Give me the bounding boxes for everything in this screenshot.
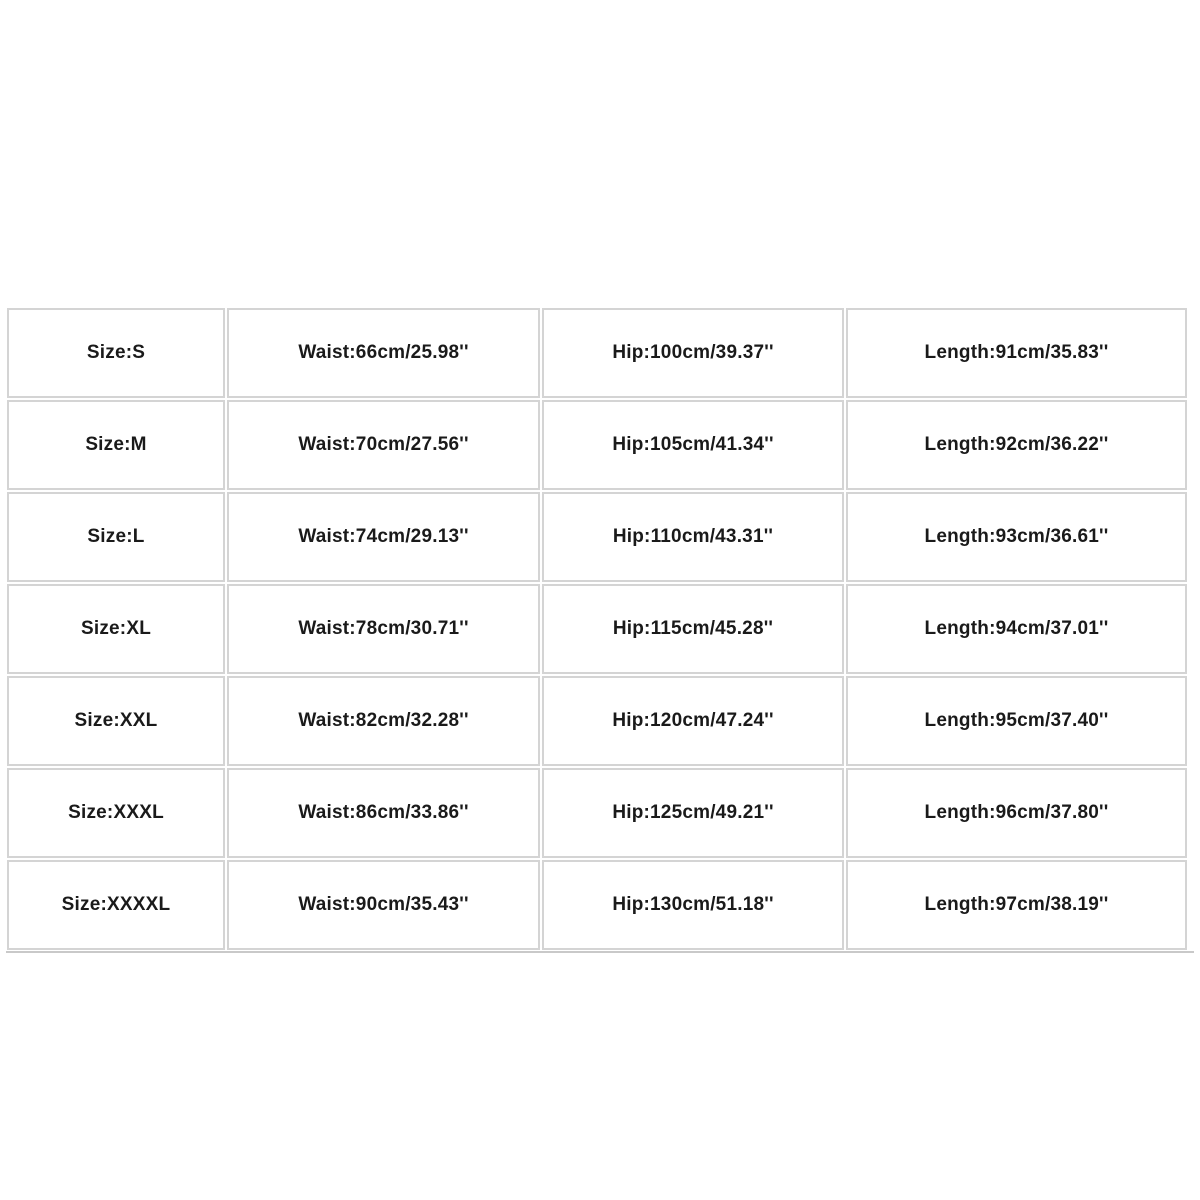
waist-value: Waist:86cm/33.86'' bbox=[298, 802, 469, 823]
size-cell bbox=[7, 676, 225, 766]
size-label: Size:XXXL bbox=[68, 802, 164, 823]
waist-cell bbox=[227, 584, 540, 674]
table-row bbox=[6, 675, 1194, 767]
length-value: Length:94cm/37.01'' bbox=[924, 618, 1109, 639]
waist-cell bbox=[227, 492, 540, 582]
length-value: Length:96cm/37.80'' bbox=[924, 802, 1109, 823]
hip-cell bbox=[542, 676, 844, 766]
table-row bbox=[6, 399, 1194, 491]
size-label: Size:L bbox=[87, 526, 145, 547]
hip-value: Hip:100cm/39.37'' bbox=[612, 342, 774, 363]
table-row bbox=[6, 491, 1194, 583]
waist-value: Waist:74cm/29.13'' bbox=[298, 526, 469, 547]
size-label: Size:XXXXL bbox=[61, 894, 171, 915]
waist-cell bbox=[227, 308, 540, 398]
length-cell bbox=[846, 676, 1187, 766]
table-row bbox=[6, 307, 1194, 399]
size-label: Size:M bbox=[85, 434, 147, 455]
length-cell bbox=[846, 584, 1187, 674]
waist-value: Waist:90cm/35.43'' bbox=[298, 894, 469, 915]
hip-cell bbox=[542, 308, 844, 398]
size-cell bbox=[7, 584, 225, 674]
size-cell bbox=[7, 860, 225, 950]
waist-cell bbox=[227, 676, 540, 766]
size-label: Size:XXL bbox=[74, 710, 158, 731]
length-cell bbox=[846, 860, 1187, 950]
hip-value: Hip:110cm/43.31'' bbox=[612, 526, 774, 547]
size-label: Size:S bbox=[86, 342, 146, 363]
length-cell bbox=[846, 400, 1187, 490]
hip-cell bbox=[542, 400, 844, 490]
table-row bbox=[6, 767, 1194, 859]
table-row bbox=[6, 583, 1194, 675]
length-value: Length:93cm/36.61'' bbox=[924, 526, 1109, 547]
waist-value: Waist:82cm/32.28'' bbox=[298, 710, 469, 731]
waist-value: Waist:70cm/27.56'' bbox=[298, 434, 469, 455]
table-row bbox=[6, 859, 1194, 951]
size-cell bbox=[7, 400, 225, 490]
hip-value: Hip:125cm/49.21'' bbox=[612, 802, 774, 823]
hip-cell bbox=[542, 492, 844, 582]
length-cell bbox=[846, 768, 1187, 858]
hip-cell bbox=[542, 860, 844, 950]
size-chart-table bbox=[6, 307, 1194, 953]
length-value: Length:92cm/36.22'' bbox=[924, 434, 1109, 455]
size-label: Size:XL bbox=[80, 618, 152, 639]
hip-value: Hip:105cm/41.34'' bbox=[612, 434, 774, 455]
hip-cell bbox=[542, 768, 844, 858]
length-value: Length:97cm/38.19'' bbox=[924, 894, 1109, 915]
waist-cell bbox=[227, 400, 540, 490]
size-cell bbox=[7, 768, 225, 858]
length-cell bbox=[846, 492, 1187, 582]
hip-value: Hip:115cm/45.28'' bbox=[612, 618, 774, 639]
waist-cell bbox=[227, 768, 540, 858]
waist-value: Waist:66cm/25.98'' bbox=[298, 342, 469, 363]
length-value: Length:95cm/37.40'' bbox=[924, 710, 1109, 731]
length-cell bbox=[846, 308, 1187, 398]
size-cell bbox=[7, 308, 225, 398]
waist-value: Waist:78cm/30.71'' bbox=[298, 618, 469, 639]
length-value: Length:91cm/35.83'' bbox=[924, 342, 1109, 363]
hip-cell bbox=[542, 584, 844, 674]
size-cell bbox=[7, 492, 225, 582]
waist-cell bbox=[227, 860, 540, 950]
hip-value: Hip:130cm/51.18'' bbox=[612, 894, 774, 915]
hip-value: Hip:120cm/47.24'' bbox=[612, 710, 774, 731]
